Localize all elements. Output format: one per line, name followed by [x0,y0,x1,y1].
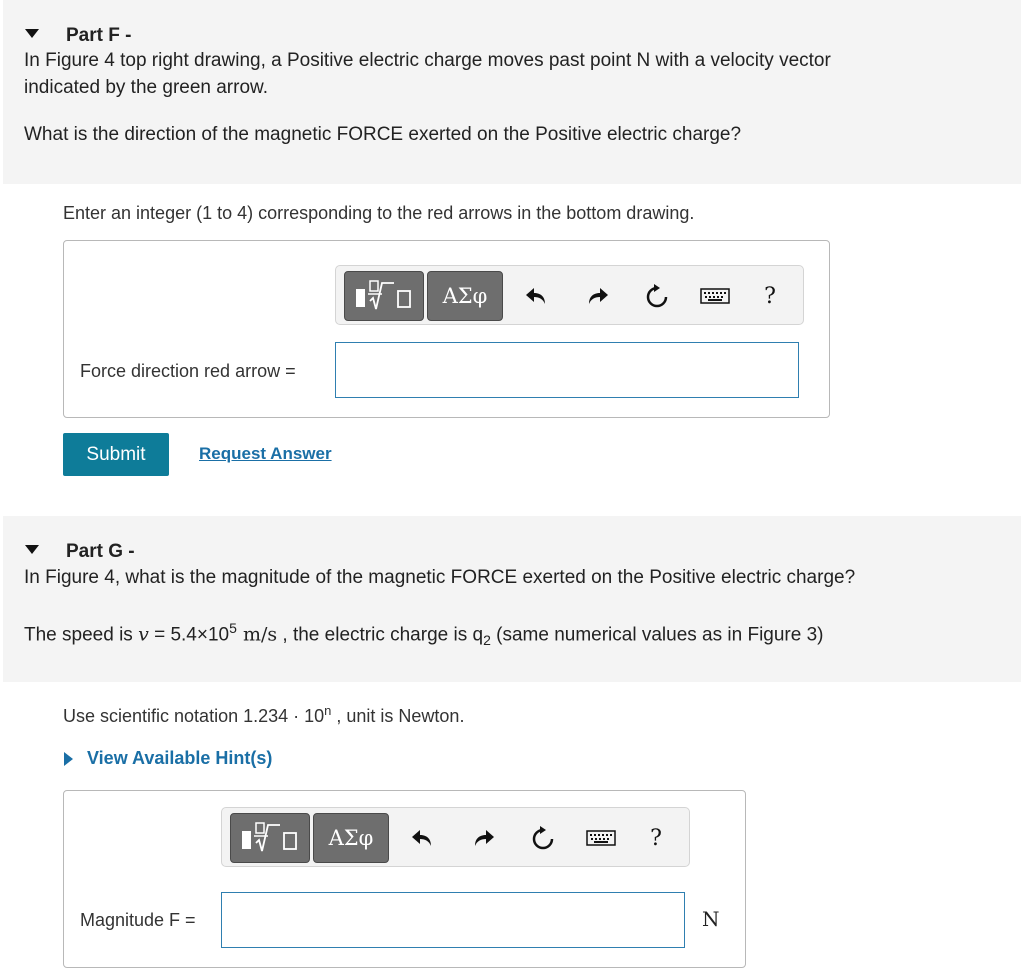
redo-icon[interactable] [470,824,498,852]
help-button[interactable]: ? [650,825,662,851]
magnitude-input[interactable] [221,892,685,948]
keyboard-icon[interactable] [584,824,618,852]
templates-button[interactable] [344,271,424,321]
part-g-question: In Figure 4, what is the magnitude of the magnetic FORCE exerted on the Positive electric charge? [24,567,856,588]
request-answer-link[interactable]: Request Answer [199,444,332,463]
part-g-instruction: Use scientific notation $1.234 \cdot 10^n$ , unit is Newton. [63,703,465,726]
fraction-sqrt-icon [352,279,416,313]
part-f-question2: What is the direction of the magnetic FORCE exerted on the Positive electric charge? [24,124,742,145]
reset-icon[interactable] [643,282,671,310]
unit-label: N [702,907,720,931]
collapse-triangle-icon[interactable] [25,545,39,554]
reset-icon[interactable] [529,824,557,852]
templates-button[interactable] [230,813,310,863]
keyboard-icon[interactable] [698,282,732,310]
submit-button[interactable]: Submit [63,433,169,476]
part-g-title: Part G - [66,541,135,562]
part-g-field-label: Magnitude F = [80,910,196,930]
undo-icon[interactable] [522,282,550,310]
symbols-button[interactable]: ΑΣφ [427,271,503,321]
math-toolbar [221,807,690,867]
part-f-question-line1: In Figure 4 top right drawing, a Positive electric charge moves past point N with a velocity vector [24,50,831,71]
symbols-button[interactable]: ΑΣφ [313,813,389,863]
redo-icon[interactable] [584,282,612,310]
force-direction-input[interactable] [335,342,799,398]
collapse-triangle-icon[interactable] [25,29,39,38]
help-button[interactable]: ? [764,283,776,309]
math-toolbar [335,265,804,325]
fraction-sqrt-icon [238,821,302,855]
part-f-instruction: Enter an integer (1 to 4) corresponding to the red arrows in the bottom drawing. [63,203,695,223]
undo-icon[interactable] [408,824,436,852]
part-g-speed-line: The speed is $v = 5.4\times 10^5$ m/s , the electric charge is $q_2$ (same numerical values as in Figure 3) [24,620,824,649]
part-f-field-label: Force direction red arrow = [80,361,296,381]
part-f-question-line2: indicated by the green arrow. [24,77,268,98]
expand-triangle-icon [64,752,73,766]
view-hints-link[interactable]: View Available Hint(s) [64,748,272,769]
part-f-title: Part F - [66,25,132,46]
part-g-header [3,516,1021,682]
